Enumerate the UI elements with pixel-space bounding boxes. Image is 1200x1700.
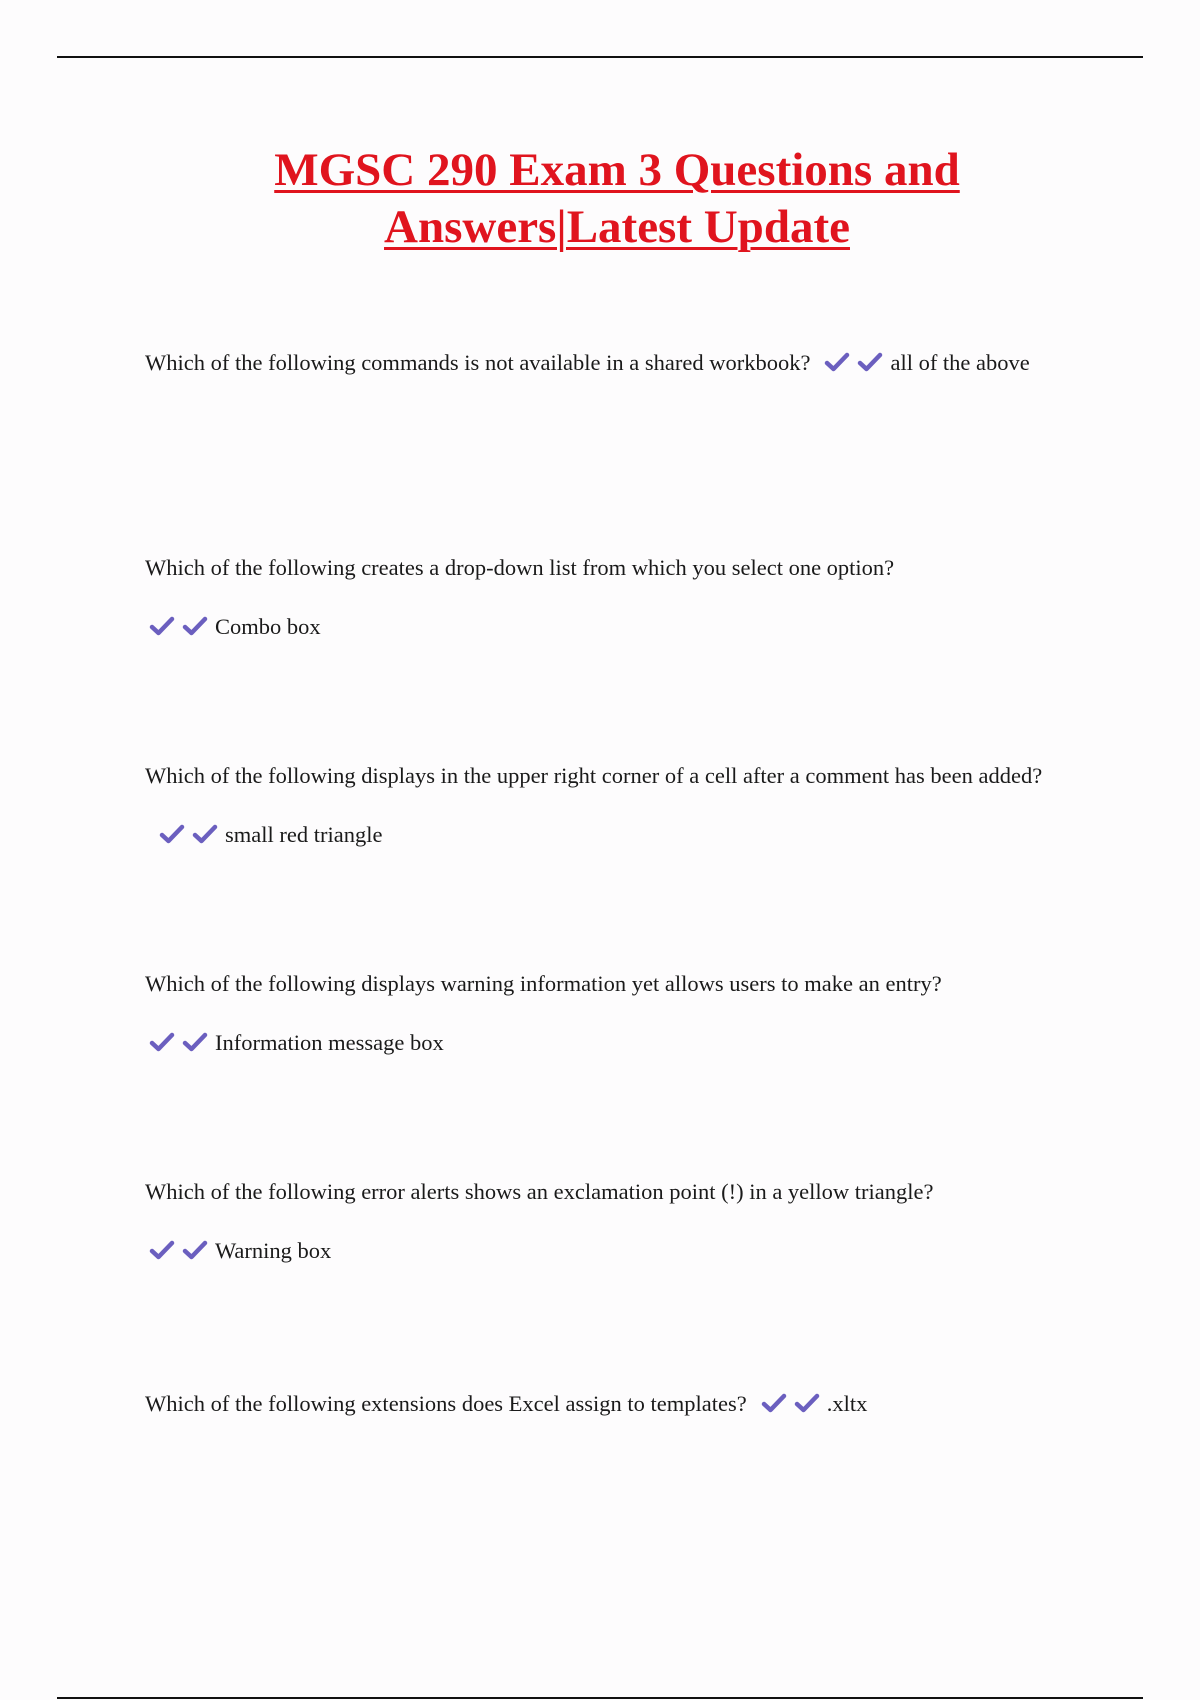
question-text: Which of the following creates a drop-down list from which you select one option? xyxy=(145,555,895,580)
check-icon xyxy=(824,351,850,373)
check-icon xyxy=(761,1392,787,1414)
qa-item-6 xyxy=(145,1374,1045,1433)
title-line-1: MGSC 290 Exam 3 Questions and xyxy=(274,144,960,196)
answer-text: Information message box xyxy=(215,1030,444,1055)
qa-item-1 xyxy=(145,333,1045,392)
check-icon xyxy=(182,1031,208,1053)
answer-text: small red triangle xyxy=(225,822,383,847)
question-text: Which of the following displays warning information yet allows users to make an entry? xyxy=(145,971,942,996)
check-icon xyxy=(159,823,185,845)
answer-text: .xltx xyxy=(826,1391,868,1416)
question-text: Which of the following displays in the upper right corner of a cell after a comment has been added? xyxy=(145,763,1043,788)
document-title xyxy=(0,142,1200,256)
title-line-2: Answers|Latest Update xyxy=(384,201,850,253)
check-icon xyxy=(182,1239,208,1261)
question-text: Which of the following commands is not available in a shared workbook? xyxy=(145,350,811,375)
answer-text: all of the above xyxy=(890,350,1030,375)
question-text: Which of the following extensions does Excel assign to templates? xyxy=(145,1391,747,1416)
check-icon xyxy=(149,1239,175,1261)
qa-item-3 xyxy=(145,746,1045,864)
qa-item-5 xyxy=(145,1162,1045,1280)
check-icon xyxy=(149,615,175,637)
check-icon xyxy=(192,823,218,845)
answer-text: Warning box xyxy=(215,1238,332,1263)
check-icon xyxy=(182,615,208,637)
bottom-rule xyxy=(57,1697,1143,1699)
qa-item-2 xyxy=(145,538,1045,656)
answer-text: Combo box xyxy=(215,614,321,639)
question-text: Which of the following error alerts shows an exclamation point (!) in a yellow triangle? xyxy=(145,1179,934,1204)
check-icon xyxy=(857,351,883,373)
top-rule xyxy=(57,56,1143,58)
check-icon xyxy=(794,1392,820,1414)
qa-item-4 xyxy=(145,954,1045,1072)
check-icon xyxy=(149,1031,175,1053)
